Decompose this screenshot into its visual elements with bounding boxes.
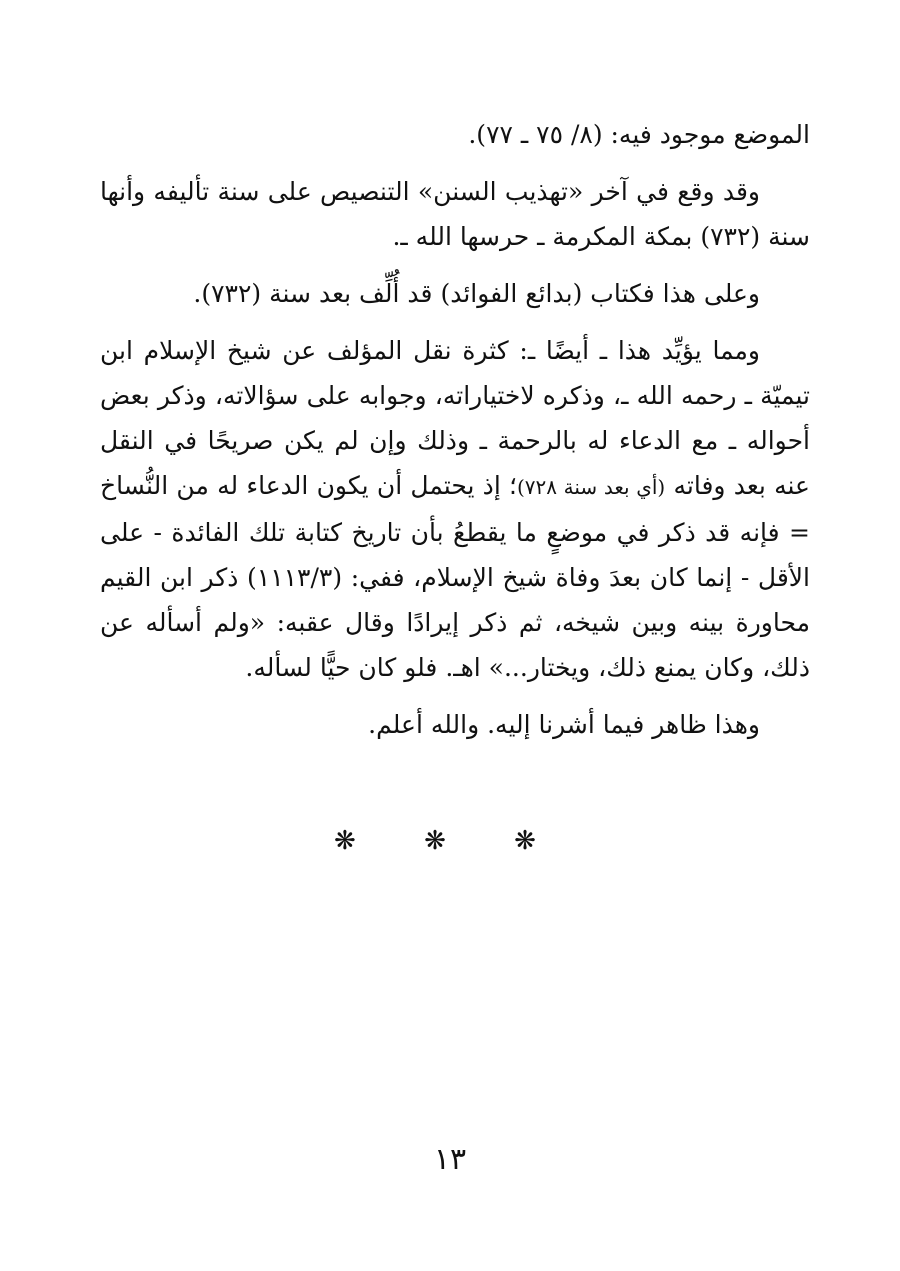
paragraph-3 bbox=[100, 271, 810, 316]
paragraph-4 bbox=[100, 328, 810, 690]
paragraph-1 bbox=[100, 112, 810, 157]
paragraph-text: وهذا ظاهر فيما أشرنا إليه. والله أعلم. bbox=[368, 710, 760, 739]
paragraph-2 bbox=[100, 169, 810, 259]
body-text bbox=[100, 112, 810, 759]
paragraph-text: ؛ إذ يحتمل أن يكون الدعاء له من النُّساخ = فإنه قد ذكر في موضعٍ ما يقطعُ بأن تاريخ كتابة تلك الفائدة - على الأقل - إنما كان بعدَ وفاة شيخ الإسلام، ففي: (١١١٣/٣) ذكر ابن القيم محاورة بينه وبين شيخه، ثم ذكر إيرادًا وقال عقبه: «ولم أسأله عن ذلك، وكان يمنع ذلك، ويختار...» اهـ. فلو كان حيًّا لسأله. bbox=[100, 471, 810, 682]
inline-note: (أي بعد سنة ٧٢٨) bbox=[516, 475, 666, 499]
paragraph-text: وعلى هذا فكتاب (بدائع الفوائد) قد أُلِّف بعد سنة (٧٣٢). bbox=[193, 279, 760, 308]
paragraph-text: الموضع موجود فيه: (٨/ ٧٥ ـ ٧٧). bbox=[468, 120, 810, 149]
paragraph-text: وقد وقع في آخر «تهذيب السنن» التنصيص على سنة تأليفه وأنها سنة (٧٣٢) بمكة المكرمة ـ حرسها الله ـ. bbox=[100, 177, 810, 251]
paragraph-text: ومما يؤيِّد هذا ـ أيضًا ـ: كثرة نقل المؤلف عن شيخ الإسلام ابن تيميّة ـ رحمه الله ـ، وذكره لاختياراته، وجوابه على سؤالاته، وذكر بعض أحواله ـ مع الدعاء له بالرحمة ـ وذلك وإن لم يكن صريحًا في النقل عنه بعد وفاته bbox=[100, 336, 810, 500]
paragraph-5 bbox=[100, 702, 810, 747]
page-number: ١٣ bbox=[433, 1142, 467, 1177]
section-separator: ❋ ❋ ❋ bbox=[334, 826, 566, 856]
